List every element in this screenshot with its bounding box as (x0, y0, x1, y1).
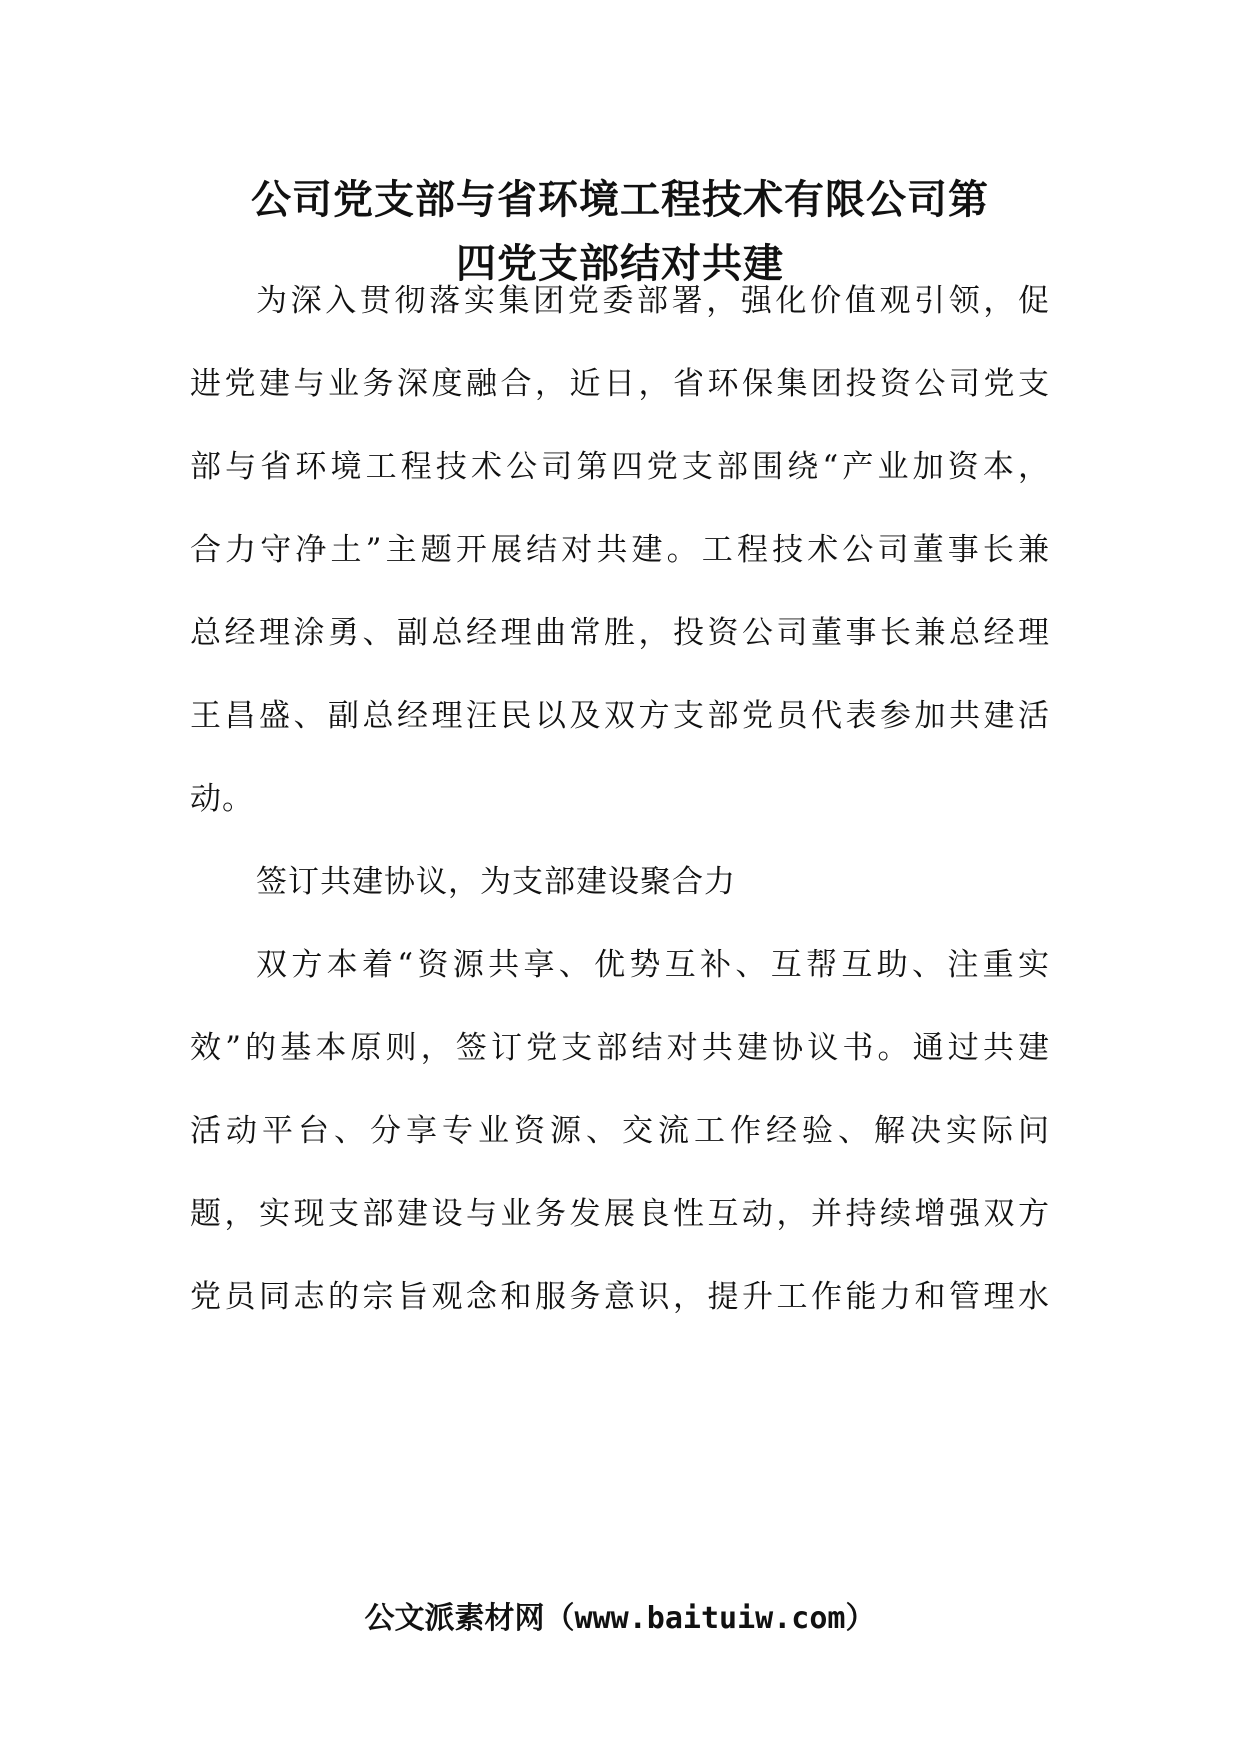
page-footer: 公文派素材网（www.baituiw.com） (364, 1601, 876, 1636)
section-subheading: 签订共建协议，为支部建设聚合力 (256, 864, 736, 900)
paragraph-1-line-3: 部与省环境工程技术公司第四党支部围绕“产业加资本， (190, 449, 1050, 485)
paragraph-2-line-2: 效”的基本原则，签订党支部结对共建协议书。通过共建 (190, 1030, 1050, 1066)
paragraph-1-line-7: 动。 (190, 781, 254, 817)
paragraph-1-line-2: 进党建与业务深度融合，近日，省环保集团投资公司党支 (190, 366, 1050, 402)
paragraph-2-line-3: 活动平台、分享专业资源、交流工作经验、解决实际问 (190, 1113, 1050, 1149)
paragraph-1-line-1: 为深入贯彻落实集团党委部署，强化价值观引领，促 (256, 283, 1050, 319)
document-title-line-2: 四党支部结对共建 (456, 241, 784, 287)
paragraph-2-line-4: 题，实现支部建设与业务发展良性互动，并持续增强双方 (190, 1196, 1050, 1232)
paragraph-1-line-4: 合力守净土”主题开展结对共建。工程技术公司董事长兼 (190, 532, 1050, 568)
document-title-line-1: 公司党支部与省环境工程技术有限公司第 (251, 177, 989, 223)
paragraph-1-line-6: 王昌盛、副总经理汪民以及双方支部党员代表参加共建活 (190, 698, 1050, 734)
paragraph-1-line-5: 总经理涂勇、副总经理曲常胜，投资公司董事长兼总经理 (190, 615, 1050, 651)
paragraph-2-line-5: 党员同志的宗旨观念和服务意识，提升工作能力和管理水 (190, 1279, 1050, 1315)
paragraph-2-line-1: 双方本着“资源共享、优势互补、互帮互助、注重实 (256, 947, 1050, 983)
